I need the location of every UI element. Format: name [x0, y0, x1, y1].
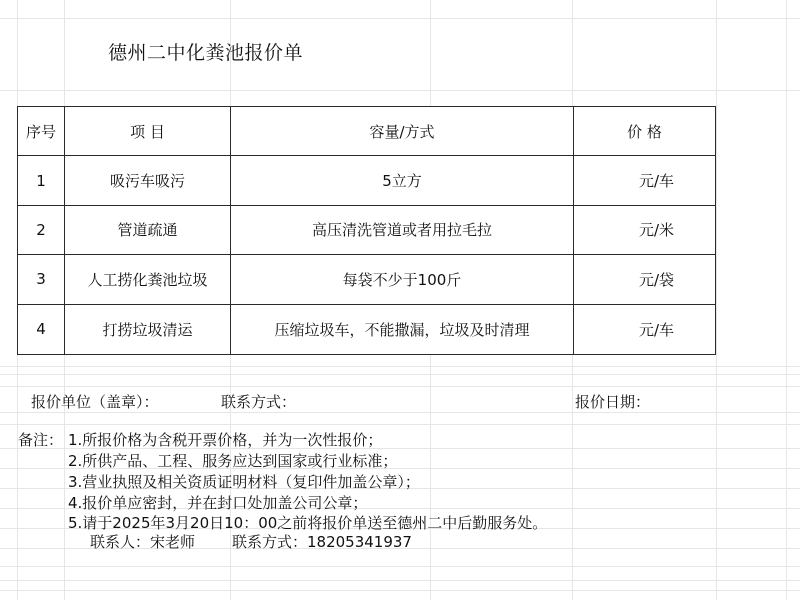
row-item: 吸污车吸污 — [65, 156, 231, 204]
row-capacity-method: 每袋不少于100斤 — [231, 255, 574, 303]
header-capacity-method: 容量/方式 — [231, 107, 574, 155]
row-capacity-method: 高压清洗管道或者用拉毛拉 — [231, 206, 574, 254]
row-item: 打捞垃圾清运 — [65, 305, 231, 354]
row-price-unit: 元/米 — [638, 221, 675, 240]
quote-unit-label: 报价单位（盖章）： — [31, 393, 159, 411]
header-price-label: 价 格 — [627, 122, 662, 141]
document-title: 德州二中化粪池报价单 — [108, 42, 304, 64]
row-index: 3 — [18, 255, 65, 303]
note-item: 3.营业执照及相关资质证明材料（复印件加盖公章）； — [68, 473, 420, 491]
row-item: 人工捞化粪池垃圾 — [65, 255, 231, 303]
header-price — [574, 107, 715, 155]
note-item: 1.所报价格为含税开票价格，并为一次性报价； — [68, 431, 383, 449]
row-capacity-method: 5立方 — [231, 156, 574, 204]
row-index: 4 — [18, 305, 65, 354]
row-capacity-method: 压缩垃圾车，不能撒漏，垃圾及时清理 — [231, 305, 574, 354]
table-row — [18, 206, 715, 255]
header-index: 序号 — [18, 107, 65, 155]
table-row — [18, 156, 715, 205]
header-item: 项 目 — [65, 107, 231, 155]
contact-phone: 联系方式：18205341937 — [232, 533, 412, 551]
contact-method-label: 联系方式： — [221, 393, 297, 411]
row-price[interactable] — [574, 156, 715, 204]
price-table — [17, 106, 716, 355]
table-row — [18, 305, 715, 354]
row-index: 2 — [18, 206, 65, 254]
note-item: 4.报价单应密封，并在封口处加盖公司公章； — [68, 494, 368, 512]
row-item: 管道疏通 — [65, 206, 231, 254]
table-header-row — [18, 107, 715, 156]
notes-label: 备注： — [18, 431, 64, 449]
note-item: 2.所供产品、工程、服务应达到国家或行业标准； — [68, 452, 398, 470]
contact-person: 联系人：宋老师 — [90, 533, 196, 551]
row-price[interactable] — [574, 255, 715, 303]
table-row — [18, 255, 715, 304]
note-item: 5.请于2025年3月20日10：00之前将报价单送至德州二中后勤服务处。 — [68, 514, 548, 532]
row-index: 1 — [18, 156, 65, 204]
row-price[interactable] — [574, 206, 715, 254]
row-price-unit: 元/车 — [638, 172, 675, 191]
row-price-unit: 元/袋 — [638, 270, 675, 289]
row-price-unit: 元/车 — [638, 320, 675, 339]
quote-date-label: 报价日期： — [575, 393, 651, 411]
row-price[interactable] — [574, 305, 715, 354]
